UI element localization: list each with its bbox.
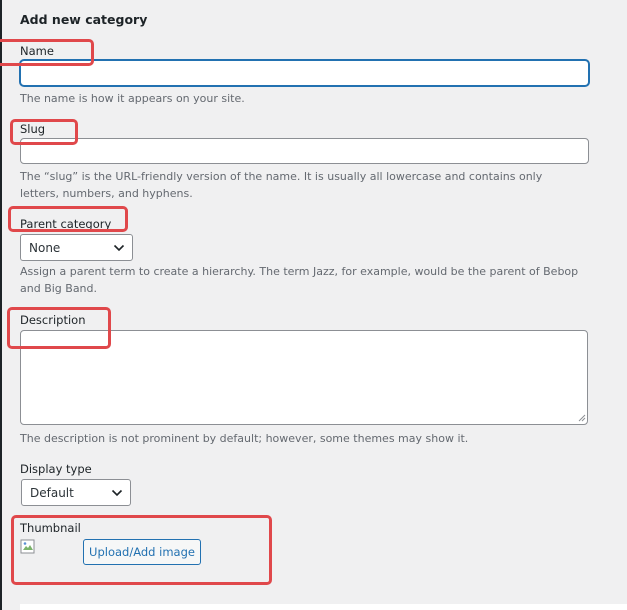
thumbnail-label: Thumbnail	[20, 521, 81, 535]
description-textarea[interactable]	[20, 330, 588, 425]
slug-input[interactable]	[20, 138, 589, 164]
form-heading: Add new category	[20, 12, 148, 27]
description-label: Description	[20, 313, 86, 327]
broken-image-icon	[20, 539, 36, 555]
parent-category-help-text: Assign a parent term to create a hierarchy. The term Jazz, for example, would be the parent of Bebop and Big Band.	[20, 265, 579, 295]
name-label: Name	[20, 44, 54, 58]
parent-category-label: Parent category	[20, 217, 112, 231]
parent-category-select[interactable]	[20, 234, 133, 261]
name-help-text: The name is how it appears on your site.	[20, 92, 245, 105]
slug-label: Slug	[20, 122, 46, 136]
name-input[interactable]	[20, 60, 589, 86]
description-help-text: The description is not prominent by default; however, some themes may show it.	[20, 432, 469, 445]
parent-category-selected: None	[29, 240, 61, 255]
chevron-down-icon	[111, 489, 123, 497]
admin-sidebar-edge	[0, 0, 2, 610]
display-type-select[interactable]	[21, 479, 131, 506]
display-type-label: Display type	[20, 462, 92, 476]
chevron-down-icon	[113, 244, 125, 252]
display-type-selected: Default	[30, 485, 74, 500]
upload-add-image-button[interactable]: Upload/Add image	[83, 539, 201, 565]
resize-handle-icon[interactable]	[578, 414, 586, 422]
slug-help-text: The “slug” is the URL-friendly version of the name. It is usually all lowercase and contains only letters, numbers, and hyphens.	[20, 170, 543, 200]
next-panel-edge	[20, 604, 627, 610]
